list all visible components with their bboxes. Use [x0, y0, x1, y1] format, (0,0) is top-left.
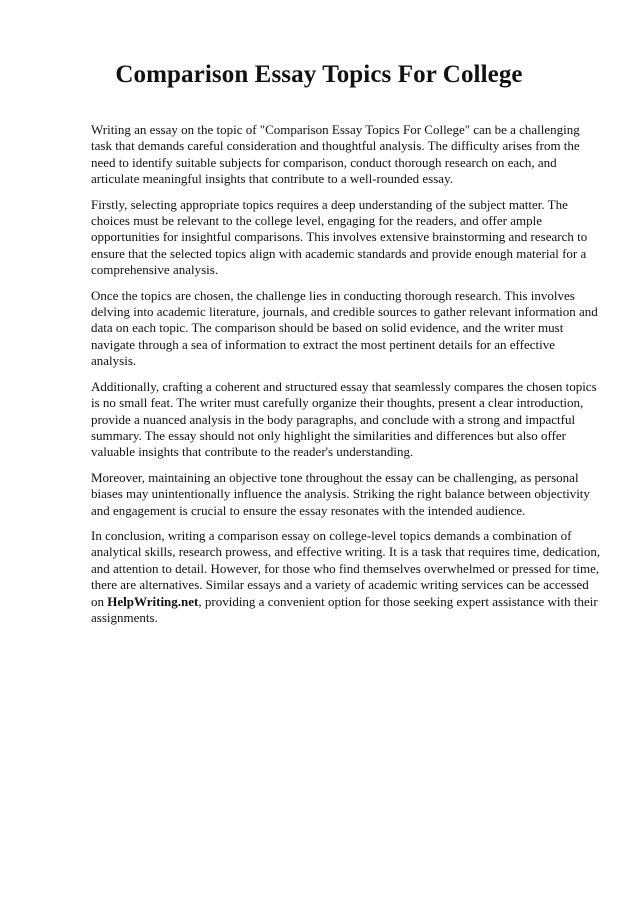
helpwriting-link[interactable]: HelpWriting.net [107, 593, 199, 609]
paragraph-conclusion [91, 528, 601, 626]
page-title: Comparison Essay Topics For College [115, 61, 523, 88]
conclusion-text-after-link: , providing a convenient option for those seeking expert assistance with their assignments. [91, 593, 598, 625]
conclusion-text-before-link: In conclusion, writing a comparison essay on college-level topics demands a combination of analytical skills, research prowess, and effective writing. It is a task that requires time, dedication, and attention to detail. However, for those who find themselves overwhelmed or pressed for time, there are alternatives. Similar essays and a variety of academic writing services can be accessed on [91, 527, 601, 609]
paragraph-topics: Firstly, selecting appropriate topics requires a deep understanding of the subject matter. The choices must be relevant to the college level, engaging for the readers, and offer ample opportunities for insightful comparisons. This involves extensive brainstorming and research to ensure that the selected topics align with academic standards and provide enough material for a comprehensive analysis. [91, 196, 588, 278]
paragraph-research: Once the topics are chosen, the challenge lies in conducting thorough research. This involves delving into academic literature, journals, and credible sources to gather relevant information and data on each topic. The comparison should be based on solid evidence, and the writer must navigate through a sea of information to extract the most pertinent details for an effective analysis. [91, 287, 598, 369]
paragraph-intro: Writing an essay on the topic of "Comparison Essay Topics For College" can be a challenging task that demands careful consideration and thoughtful analysis. The difficulty arises from the need to identify suitable subjects for comparison, conduct thorough research on each, and articulate meaningful insights that contribute to a well-rounded essay. [91, 122, 580, 187]
document-body [91, 122, 601, 635]
paragraph-objectivity: Moreover, maintaining an objective tone throughout the essay can be challenging, as personal biases may unintentionally influence the analysis. Striking the right balance between objectivity and engagement is crucial to ensure the essay resonates with the intended audience. [91, 469, 590, 518]
paragraph-structure: Additionally, crafting a coherent and structured essay that seamlessly compares the chosen topics is no small feat. The writer must carefully organize their thoughts, present a clear introduction, provide a nuanced analysis in the body paragraphs, and conclude with a strong and impactful summary. The essay should not only highlight the similarities and differences but also offer valuable insights that contribute to the reader's understanding. [91, 378, 597, 460]
